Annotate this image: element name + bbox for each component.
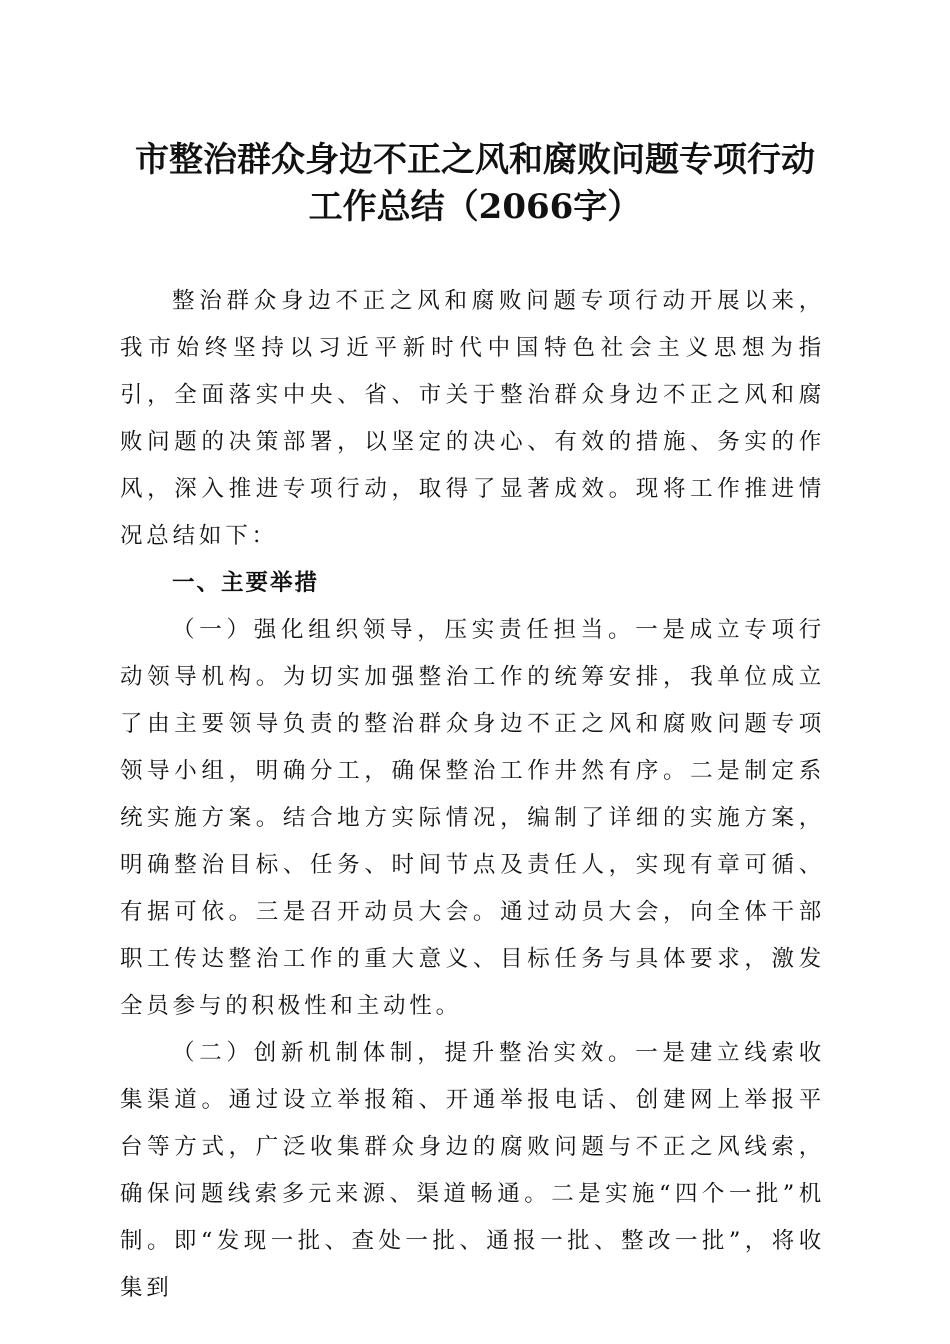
section-heading-main-measures: 一、主要举措 — [172, 570, 320, 596]
document-title-line-2: 工作总结（2066字） — [308, 187, 642, 227]
document-title-line-1: 市整治群众身边不正之风和腐败问题专项行动 — [135, 140, 815, 180]
document-body — [120, 278, 825, 1312]
intro-paragraph: 整治群众身边不正之风和腐败问题专项行动开展以来，我市始终坚持以习近平新时代中国特色社会主义思想为指引，全面落实中央、省、市关于整治群众身边不正之风和腐败问题的决策部署，以坚定的决心、有效的措施、务实的作风，深入推进专项行动，取得了显著成效。现将工作推进情况总结如下： — [120, 288, 825, 549]
section-1-paragraph: （一）强化组织领导，压实责任担当。一是成立专项行动领导机构。为切实加强整治工作的统筹安排，我单位成立了由主要领导负责的整治群众身边不正之风和腐败问题专项领导小组，明确分工，确保整治工作井然有序。二是制定系统实施方案。结合地方实际情况，编制了详细的实施方案，明确整治目标、任务、时间节点及责任人，实现有章可循、有据可依。三是召开动员大会。通过动员大会，向全体干部职工传达整治工作的重大意义、目标任务与具体要求，激发全员参与的积极性和主动性。 — [120, 617, 825, 1019]
section-2-paragraph: （二）创新机制体制，提升整治实效。一是建立线索收集渠道。通过设立举报箱、开通举报电话、创建网上举报平台等方式，广泛收集群众身边的腐败问题与不正之风线索，确保问题线索多元来源、渠道畅通。二是实施“四个一批”机制。即“发现一批、查处一批、通报一批、整改一批”，将收集到 — [120, 1040, 825, 1301]
